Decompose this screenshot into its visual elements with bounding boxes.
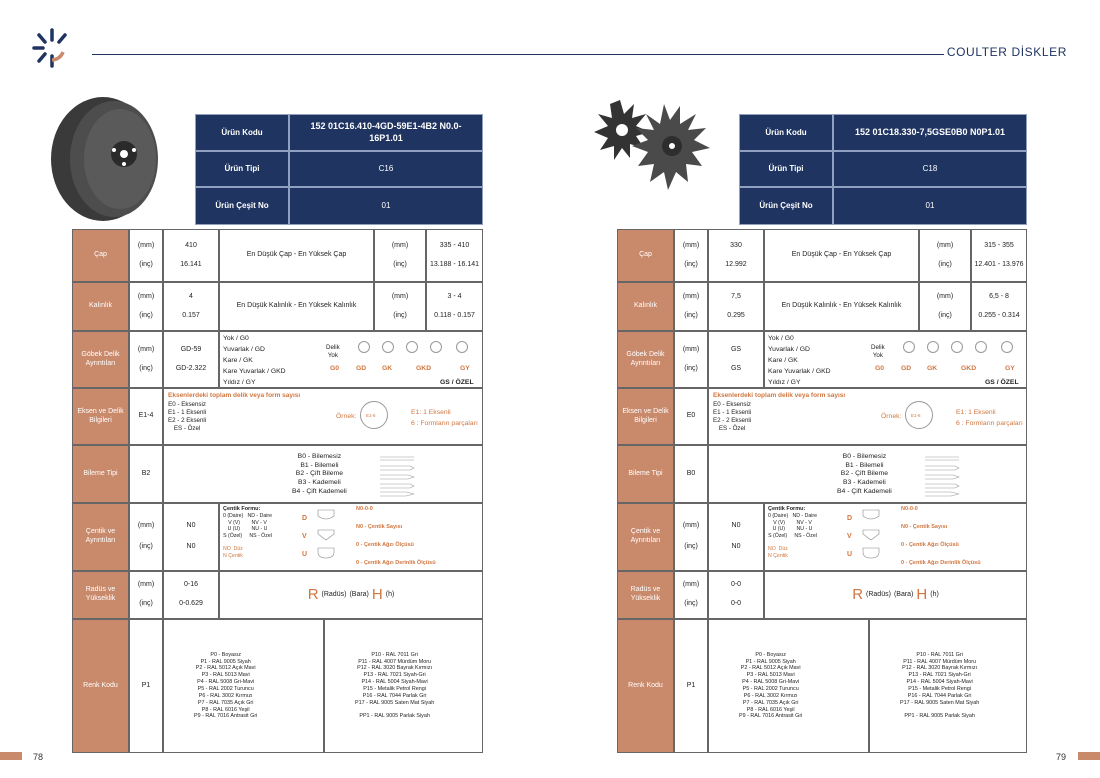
bara-label: (Bara) (349, 590, 369, 598)
eksen-detail (708, 388, 1027, 445)
cap-range-units: (mm) (inç) (919, 229, 971, 282)
centik-n-label: N0 - Çentik Sayısı (901, 524, 948, 530)
kal-range-label: En Düşük Kalınlık - En Yüksek Kalınlık (764, 282, 919, 331)
hole-square-round-icon (975, 341, 987, 353)
gobek-values: GS GS (708, 331, 764, 388)
cesit-no-value: 01 (289, 187, 483, 225)
eksen-note2: 6 : Formların parçaları (956, 420, 1023, 427)
gobek-code: GK (927, 365, 938, 372)
centik-formu: Çentik Formu: (768, 506, 806, 512)
radus-label: (Radüs) (866, 590, 891, 598)
gobek-opt: Yok / G0 (223, 335, 249, 342)
centik-detail (219, 503, 483, 571)
disc-c18-image (592, 96, 714, 196)
kal-values: 7,5 0.295 (708, 282, 764, 331)
header-rule (92, 54, 944, 55)
gobek-values: GD-59 GD-2.322 (163, 331, 219, 388)
cesit-no-value: 01 (833, 187, 1027, 225)
gobek-code: GY (460, 365, 470, 372)
gobek-code: G0 (875, 365, 885, 372)
hole-square-icon (951, 341, 963, 353)
eksen-title: Eksenlerdeki toplam delik veya form sayısı (168, 392, 301, 399)
page-corner-marker (1078, 752, 1100, 760)
gobek-opt: Kare Yuvarlak / GKD (768, 368, 831, 375)
hole-star-icon (456, 341, 468, 353)
hole-none-icon (358, 341, 370, 353)
gobek-code-special: GS / ÖZEL (440, 379, 474, 386)
label-cesit-no: Ürün Çeşit No (739, 187, 833, 225)
h-label: (h) (930, 590, 939, 598)
cap-units: (mm) (inç) (674, 229, 708, 282)
eksen-note1: E1: 1 Eksenli (956, 409, 996, 416)
centik-list: 0 (Daire) ND - Daire V (V) NV - V U (U) NU - U S (Özel) NS - Özel (223, 513, 273, 539)
gobek-opt: Kare / GK (223, 357, 253, 364)
label-urun-tipi: Ürün Tipi (739, 151, 833, 187)
gobek-detail (764, 331, 1027, 388)
cap-range-units: (mm) (inç) (374, 229, 426, 282)
eksen-options: E0 - Eksensiz E1 - 1 Eksenli E2 - 2 Eksenli ES - Özel (168, 401, 207, 432)
row-label-gobek: Göbek Delik Ayrıntıları (617, 331, 674, 388)
row-label-cap: Çap (72, 229, 129, 282)
renk-left (163, 619, 324, 753)
kal-values: 4 0.157 (163, 282, 219, 331)
centik-0b-label: 0 - Çentik Ağzı Derinlik Ölçüsü (901, 560, 981, 566)
hole-square-icon (406, 341, 418, 353)
hole-round-icon (382, 341, 394, 353)
cap-range-label: En Düşük Çap - En Yüksek Çap (219, 229, 374, 282)
row-label-kalinlik: Kalınlık (72, 282, 129, 331)
eksen-value: E0 (674, 388, 708, 445)
page-number: 79 (1056, 752, 1067, 762)
row-label-gobek: Göbek Delik Ayrıntıları (72, 331, 129, 388)
renk-list-right: P10 - RAL 7011 Gri P11 - RAL 4007 Mürdüm Moru P12 - RAL 3020 Bayrak Kırmızı P13 - RAL 7021 Siyah-Gri P14 - RAL 5004 Siyah-Mavi P15 - Metalik Petrol Rengi P16 - RAL 7044 Parlak Gri P17 - RAL 9005 Saten Mat Siyah PP1 - RAL 9005 Parlak Siyah (900, 651, 980, 720)
row-label-radus: Radüs ve Yükseklik (617, 571, 674, 619)
gobek-code: GKD (961, 365, 977, 372)
cap-range-label: En Düşük Çap - En Yüksek Çap (764, 229, 919, 282)
radus-detail (764, 571, 1027, 619)
cap-values: 410 16.141 (163, 229, 219, 282)
gobek-code: GD (356, 365, 367, 372)
centik-values: N0 N0 (708, 503, 764, 571)
radus-label: (Radüs) (321, 590, 347, 598)
renk-right (869, 619, 1027, 753)
centik-code: N0-0-0 (356, 506, 373, 512)
gobek-detail (219, 331, 483, 388)
kal-range-values: 6,5 - 8 0.255 - 0.314 (971, 282, 1027, 331)
eksen-options: E0 - Eksensiz E1 - 1 Eksenli E2 - 2 Eksenli ES - Özel (713, 401, 752, 432)
gobek-code: GKD (416, 365, 432, 372)
bileme-detail (708, 445, 1027, 503)
radus-units: (mm) (inç) (674, 571, 708, 619)
row-label-renk: Renk Kodu (617, 619, 674, 753)
bileme-profile-icons (925, 454, 961, 498)
centik-letter: V (302, 533, 307, 540)
urun-kodu-value: 152 01C18.330-7,5GSE0B0 N0P1.01 (833, 114, 1027, 151)
renk-right (324, 619, 483, 753)
cap-range-values: 335 - 410 13.188 - 16.141 (426, 229, 483, 282)
eksen-note1: E1: 1 Eksenli (411, 409, 451, 416)
label-cesit-no: Ürün Çeşit No (195, 187, 289, 225)
gobek-units: (mm) (inç) (129, 331, 163, 388)
row-label-eksen: Eksen ve Delik Bilgileri (617, 388, 674, 445)
ornek-badge: E1-6 (366, 413, 376, 418)
row-label-kalinlik: Kalınlık (617, 282, 674, 331)
row-label-centik: Çentik ve Ayrıntıları (617, 503, 674, 571)
page-number: 78 (33, 752, 44, 762)
eksen-title: Eksenlerdeki toplam delik veya form sayısı (713, 392, 846, 399)
renk-list-right: P10 - RAL 7011 Gri P11 - RAL 4007 Mürdüm Moru P12 - RAL 3020 Bayrak Kırmızı P13 - RAL 7021 Siyah-Gri P14 - RAL 5004 Siyah-Mavi P15 - Metalik Petrol Rengi P16 - RAL 7044 Parlak Gri P17 - RAL 9005 Saten Mat Siyah PP1 - RAL 9005 Parlak Siyah (355, 651, 435, 720)
ornek-badge: E1-6 (911, 413, 921, 418)
centik-letter: V (847, 533, 852, 540)
radus-values: 0-0 0-0 (708, 571, 764, 619)
kal-range-units: (mm) (inç) (919, 282, 971, 331)
disc-c16-image (48, 94, 158, 224)
bileme-value: B2 (129, 445, 163, 503)
renk-value: P1 (674, 619, 708, 753)
label-urun-tipi: Ürün Tipi (195, 151, 289, 187)
radus-values: 0-16 0-0.629 (163, 571, 219, 619)
kal-units: (mm) (inç) (129, 282, 163, 331)
bileme-options: B0 - Bilemesiz B1 - Bilemeli B2 - Çift Bileme B3 - Kademeli B4 - Çift Kademeli (837, 453, 892, 495)
page-title: COULTER DİSKLER (946, 45, 1067, 59)
row-label-cap: Çap (617, 229, 674, 282)
r-symbol: R (852, 585, 864, 603)
eksen-note2: 6 : Formların parçaları (411, 420, 478, 427)
gobek-opt: Kare Yuvarlak / GKD (223, 368, 286, 375)
row-label-radus: Radüs ve Yükseklik (72, 571, 129, 619)
row-label-renk: Renk Kodu (72, 619, 129, 753)
notch-profile-icons (316, 508, 336, 564)
centik-formu: Çentik Formu: (223, 506, 261, 512)
urun-kodu-value: 152 01C16.410-4GD-59E1-4B2 N0.0-16P1.01 (289, 114, 483, 151)
centik-letter: U (847, 551, 853, 558)
ornek-label: Örnek: (881, 413, 902, 420)
gobek-opt: Yıldız / GY (223, 379, 256, 386)
delik-yok-label: Delik Yok (871, 344, 885, 359)
urun-tipi-value: C16 (289, 151, 483, 187)
renk-list-left: P0 - Boyasız P1 - RAL 9005 Siyah P2 - RAL 5012 Açık Mavi P3 - RAL 5013 Mavi P4 - RAL 5008 Gri-Mavi P5 - RAL 2002 Turuncu P6 - RAL 3002 Kırmızı P7 - RAL 7035 Açık Gri P8 - RAL 6016 Yeşil P9 - RAL 7016 Antrasit Gri (739, 651, 803, 720)
row-label-centik: Çentik ve Ayrıntıları (72, 503, 129, 571)
gobek-opt: Kare / GK (768, 357, 798, 364)
cap-values: 330 12.992 (708, 229, 764, 282)
ornek-label: Örnek: (336, 413, 357, 420)
gobek-opt: Yuvarlak / GD (223, 346, 265, 353)
centik-values: N0 N0 (163, 503, 219, 571)
centik-letter: D (847, 515, 853, 522)
h-symbol: H (371, 585, 383, 603)
r-symbol: R (307, 585, 319, 603)
renk-left (708, 619, 869, 753)
label-urun-kodu: Ürün Kodu (195, 114, 289, 151)
delik-yok-label: Delik Yok (326, 344, 340, 359)
centik-units: (mm) (inç) (129, 503, 163, 571)
gobek-opt: Yuvarlak / GD (768, 346, 810, 353)
kal-range-units: (mm) (inç) (374, 282, 426, 331)
gobek-units: (mm) (inç) (674, 331, 708, 388)
gobek-code: G0 (330, 365, 340, 372)
h-label: (h) (385, 590, 395, 598)
centik-units: (mm) (inç) (674, 503, 708, 571)
row-label-bileme: Bileme Tipi (617, 445, 674, 503)
label-urun-kodu: Ürün Kodu (739, 114, 833, 151)
gobek-code: GY (1005, 365, 1015, 372)
bileme-detail (163, 445, 483, 503)
brand-logo-icon (30, 26, 74, 70)
row-label-bileme: Bileme Tipi (72, 445, 129, 503)
centik-code: N0-0-0 (901, 506, 918, 512)
bileme-value: B0 (674, 445, 708, 503)
eksen-detail (163, 388, 483, 445)
kal-range-values: 3 - 4 0.118 - 0.157 (426, 282, 483, 331)
centik-detail (764, 503, 1027, 571)
kal-range-label: En Düşük Kalınlık - En Yüksek Kalınlık (219, 282, 374, 331)
centik-0a-label: 0 - Çentik Ağzı Ölçüsü (901, 542, 959, 548)
urun-tipi-value: C18 (833, 151, 1027, 187)
hole-square-round-icon (430, 341, 442, 353)
renk-list-left: P0 - Boyasız P1 - RAL 9005 Siyah P2 - RAL 5012 Açık Mavi P3 - RAL 5013 Mavi P4 - RAL 5008 Gri-Mavi P5 - RAL 2002 Turuncu P6 - RAL 3002 Kırmızı P7 - RAL 7035 Açık Gri P8 - RAL 6016 Yeşil P9 - RAL 7016 Antrasit Gri (194, 651, 258, 720)
centik-letter: U (302, 551, 308, 558)
cap-range-values: 315 - 355 12.401 - 13.976 (971, 229, 1027, 282)
notch-profile-icons (861, 508, 881, 564)
eksen-value: E1-4 (129, 388, 163, 445)
centik-no: NO Düz N Çentik (223, 546, 243, 559)
row-label-eksen: Eksen ve Delik Bilgileri (72, 388, 129, 445)
kal-units: (mm) (inç) (674, 282, 708, 331)
bileme-profile-icons (380, 454, 416, 498)
radus-detail (219, 571, 483, 619)
hole-none-icon (903, 341, 915, 353)
centik-0a-label: 0 - Çentik Ağzı Ölçüsü (356, 542, 414, 548)
gobek-code-special: GS / ÖZEL (985, 379, 1019, 386)
h-symbol: H (916, 585, 928, 603)
centik-letter: D (302, 515, 308, 522)
cap-units: (mm) (inç) (129, 229, 163, 282)
centik-list: 0 (Daire) ND - Daire V (V) NV - V U (U) NU - U S (Özel) NS - Özel (768, 513, 818, 539)
centik-no: NO Düz N Çentik (768, 546, 788, 559)
gobek-code: GK (382, 365, 393, 372)
hole-round-icon (927, 341, 939, 353)
gobek-opt: Yıldız / GY (768, 379, 801, 386)
radus-units: (mm) (inç) (129, 571, 163, 619)
gobek-opt: Yok / G0 (768, 335, 794, 342)
centik-n-label: N0 - Çentik Sayısı (356, 524, 403, 530)
bileme-options: B0 - Bilemesiz B1 - Bilemeli B2 - Çift Bileme B3 - Kademeli B4 - Çift Kademeli (292, 453, 347, 495)
bara-label: (Bara) (893, 590, 914, 598)
gobek-code: GD (901, 365, 912, 372)
renk-value: P1 (129, 619, 163, 753)
page-corner-marker (0, 752, 22, 760)
hole-star-icon (1001, 341, 1013, 353)
centik-0b-label: 0 - Çentik Ağzı Derinlik Ölçüsü (356, 560, 436, 566)
